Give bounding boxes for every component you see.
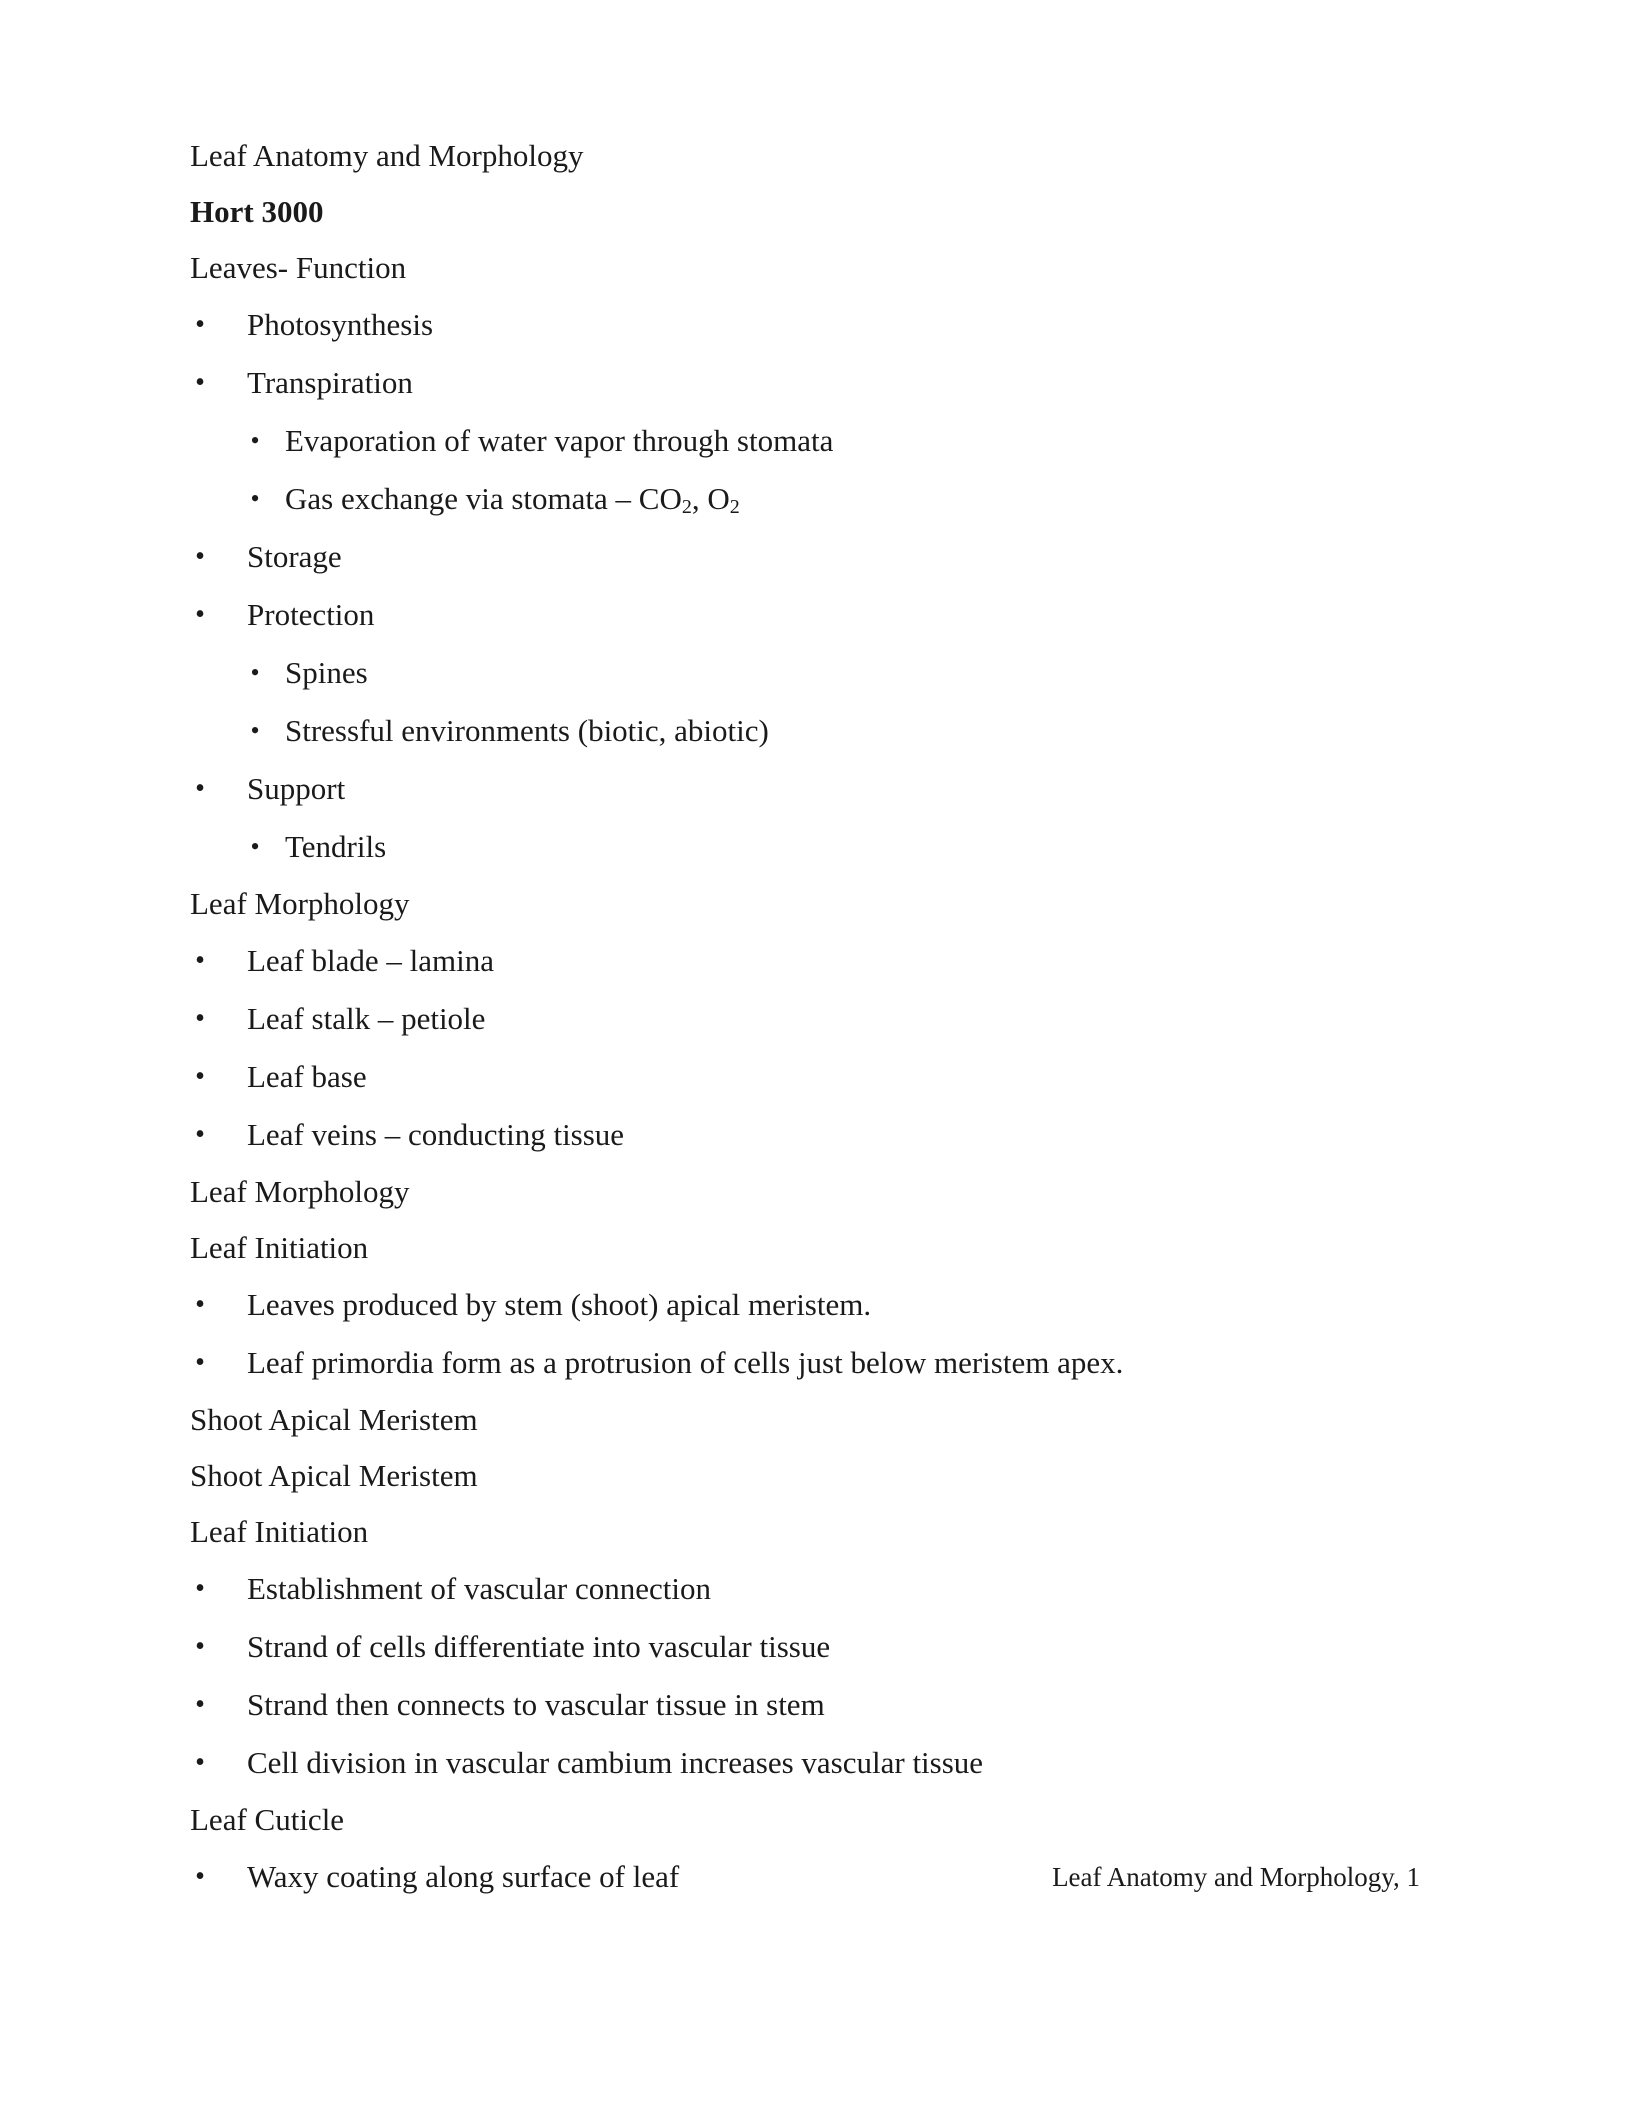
list-item-text: Leaves produced by stem (shoot) apical meristem.: [247, 1287, 872, 1322]
bullet-icon: •: [250, 426, 260, 455]
list-item: [190, 1734, 1460, 1792]
list-item-text: Spines: [285, 655, 368, 690]
bullet-icon: •: [250, 716, 260, 745]
section-heading: Leaf Morphology: [190, 1174, 410, 1209]
bullet-icon: •: [195, 309, 205, 340]
list-item: [190, 1048, 1460, 1106]
list-item-text: Tendrils: [285, 829, 387, 864]
section-heading: Leaf Initiation: [190, 1514, 369, 1549]
bullet-icon: •: [195, 1061, 205, 1092]
list-item: [190, 1276, 1460, 1334]
document-body: [190, 128, 1460, 1906]
bullet-icon: •: [250, 658, 260, 687]
list-item: [190, 296, 1460, 354]
subscript: 2: [729, 496, 740, 518]
list-item-text: Leaf base: [247, 1059, 367, 1094]
bullet-icon: •: [195, 1747, 205, 1778]
gas-exchange-mid: , O: [691, 481, 730, 516]
bullet-icon: •: [250, 484, 260, 513]
list-item-text: Strand then connects to vascular tissue in stem: [247, 1687, 825, 1722]
subscript: 2: [681, 496, 692, 518]
list-item: [190, 1676, 1460, 1734]
list-item-text: Support: [247, 771, 346, 806]
bullet-icon: •: [195, 1347, 205, 1378]
list-item: [190, 1334, 1460, 1392]
list-item: [190, 1106, 1460, 1164]
list-item: [190, 990, 1460, 1048]
list-item: [190, 760, 1460, 818]
section-heading: Shoot Apical Meristem: [190, 1402, 478, 1437]
list-item: [190, 932, 1460, 990]
document-title: Leaf Anatomy and Morphology: [190, 138, 584, 173]
section-heading: Leaf Cuticle: [190, 1802, 345, 1837]
page-footer: Leaf Anatomy and Morphology, 1: [1052, 1862, 1420, 1892]
list-item-text: Photosynthesis: [247, 307, 434, 342]
list-item: [190, 354, 1460, 412]
bullet-icon: •: [195, 1119, 205, 1150]
bullet-icon: •: [195, 945, 205, 976]
list-item: [190, 528, 1460, 586]
sub-list-item: [190, 412, 1460, 470]
section-heading: Shoot Apical Meristem: [190, 1458, 478, 1493]
bullet-icon: •: [195, 599, 205, 630]
bullet-icon: •: [195, 1689, 205, 1720]
bullet-icon: •: [195, 541, 205, 572]
course-code: Hort 3000: [190, 194, 324, 229]
sub-list-item: [190, 470, 1460, 528]
list-item-text: Cell division in vascular cambium increases vascular tissue: [247, 1745, 984, 1780]
bullet-icon: •: [250, 832, 260, 861]
list-item: [190, 586, 1460, 644]
list-item-text: [285, 470, 740, 528]
bullet-icon: •: [195, 367, 205, 398]
list-item-text: Waxy coating along surface of leaf: [247, 1859, 680, 1894]
gas-exchange-text: Gas exchange via stomata – CO: [285, 481, 682, 516]
list-item-text: Stressful environments (biotic, abiotic): [285, 713, 769, 748]
list-item: [190, 1560, 1460, 1618]
list-item-text: Leaf blade – lamina: [247, 943, 495, 978]
bullet-icon: •: [195, 1003, 205, 1034]
section-heading: Leaf Initiation: [190, 1230, 369, 1265]
bullet-icon: •: [195, 1289, 205, 1320]
bullet-icon: •: [195, 1573, 205, 1604]
bullet-icon: •: [195, 1861, 205, 1892]
list-item-text: Storage: [247, 539, 342, 574]
section-heading: Leaf Morphology: [190, 886, 410, 921]
sub-list-item: [190, 644, 1460, 702]
bullet-icon: •: [195, 773, 205, 804]
list-item-text: Strand of cells differentiate into vascular tissue: [247, 1629, 831, 1664]
list-item: [190, 1618, 1460, 1676]
list-item-text: Evaporation of water vapor through stomata: [285, 423, 834, 458]
sub-list-item: [190, 702, 1460, 760]
sub-list-item: [190, 818, 1460, 876]
list-item-text: Protection: [247, 597, 375, 632]
list-item-text: Leaf veins – conducting tissue: [247, 1117, 625, 1152]
bullet-icon: •: [195, 1631, 205, 1662]
list-item-text: Leaf primordia form as a protrusion of cells just below meristem apex.: [247, 1345, 1124, 1380]
list-item-text: Establishment of vascular connection: [247, 1571, 712, 1606]
section-heading: Leaves- Function: [190, 250, 407, 285]
list-item-text: Leaf stalk – petiole: [247, 1001, 486, 1036]
list-item-text: Transpiration: [247, 365, 413, 400]
